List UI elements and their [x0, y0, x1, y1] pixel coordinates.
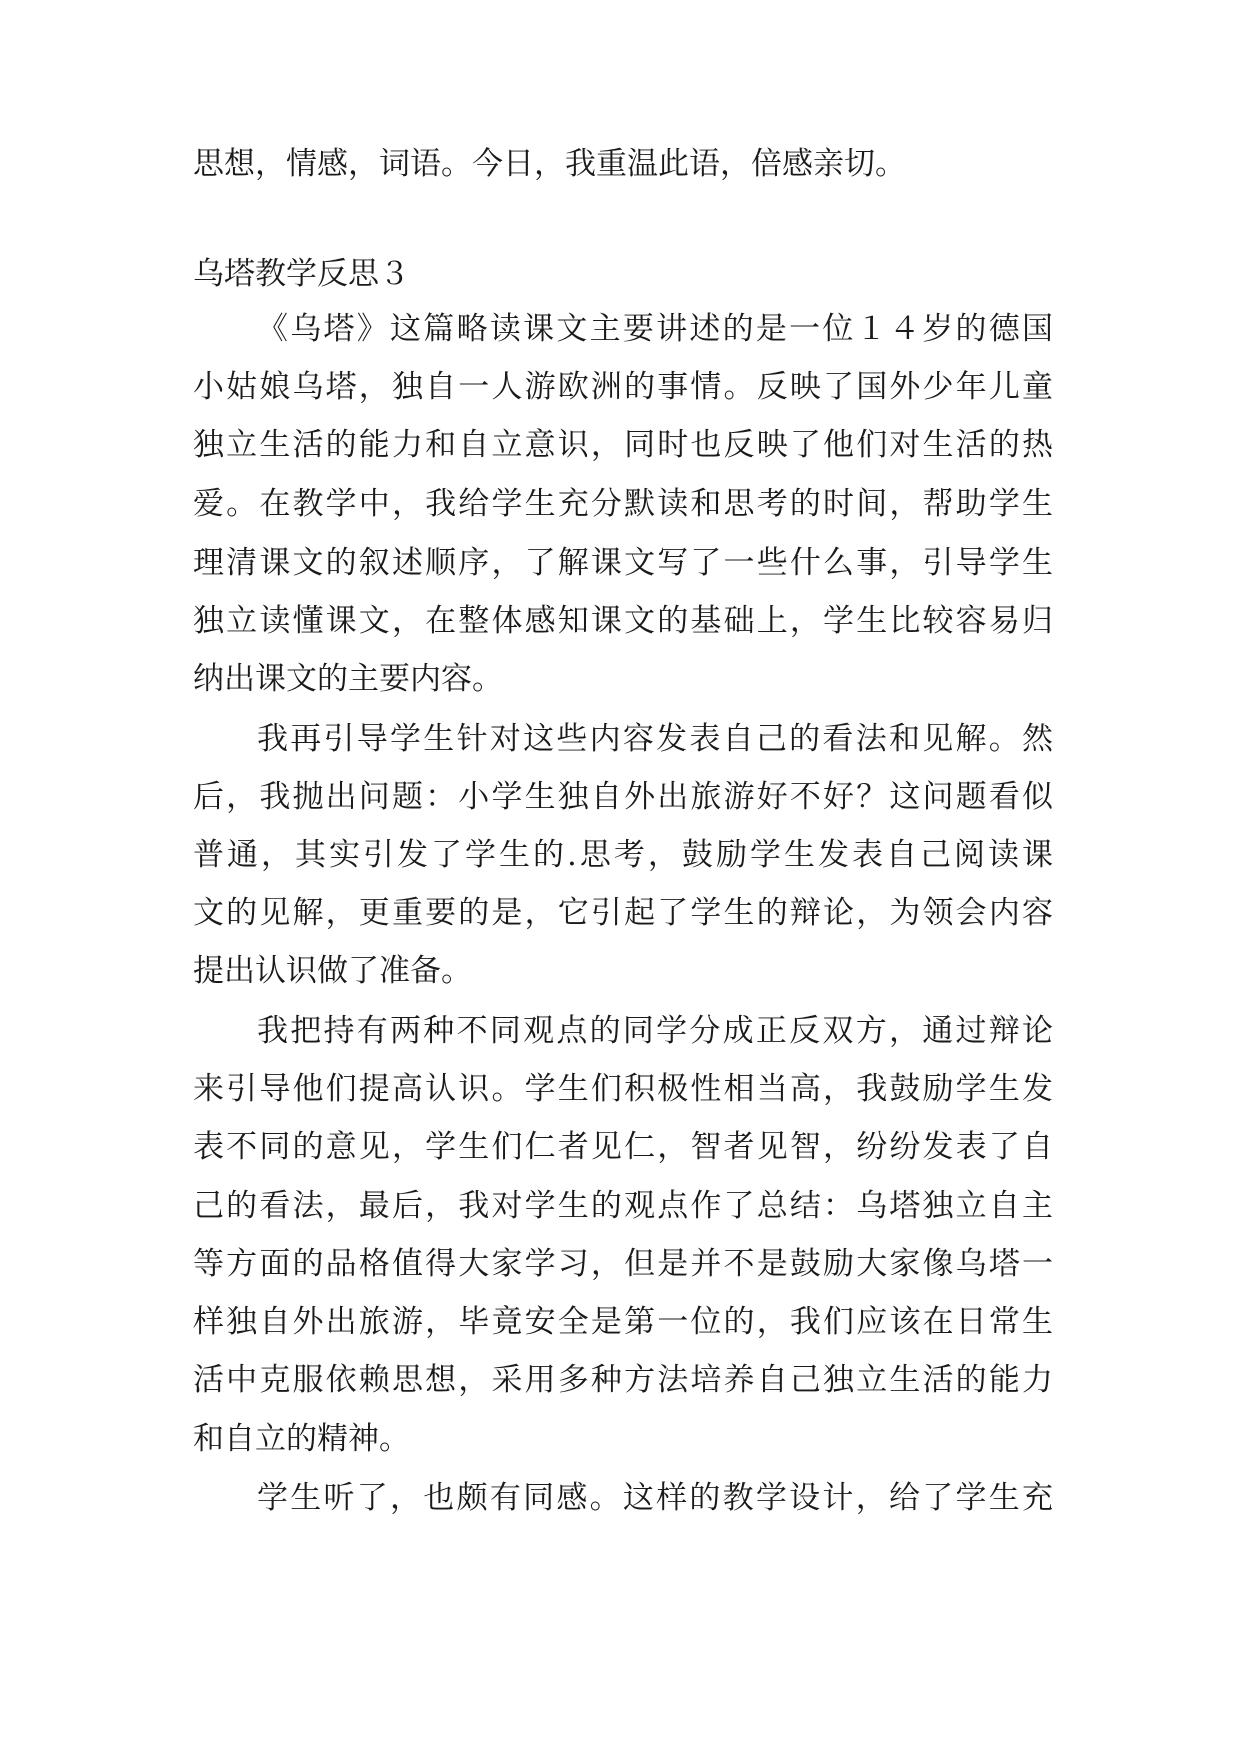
- text-line: 样独自外出旅游，毕竟安全是第一位的，我们应该在日常生: [193, 1304, 1053, 1340]
- text-line: 思想，情感，词语。今日，我重温此语，倍感亲切。: [193, 146, 906, 182]
- text-line: 纳出课文的主要内容。: [193, 661, 503, 697]
- text-line: 爱。在教学中，我给学生充分默读和思考的时间，帮助学生: [193, 486, 1053, 522]
- text-line: 独立生活的能力和自立意识，同时也反映了他们对生活的热: [193, 427, 1053, 463]
- text-line: 和自立的精神。: [193, 1421, 410, 1457]
- text-line: 《乌塔》这篇略读课文主要讲述的是一位１４岁的德国: [257, 311, 1053, 347]
- text-line: 我把持有两种不同观点的同学分成正反双方，通过辩论: [257, 1013, 1053, 1049]
- text-line: 理清课文的叙述顺序，了解课文写了一些什么事，引导学生: [193, 545, 1053, 581]
- text-line: 后，我抛出问题：小学生独自外出旅游好不好？这问题看似: [193, 779, 1053, 815]
- text-line: 提出认识做了准备。: [193, 953, 472, 989]
- text-line: 独立读懂课文，在整体感知课文的基础上，学生比较容易归: [193, 603, 1053, 639]
- text-line: 等方面的品格值得大家学习，但是并不是鼓励大家像乌塔一: [193, 1246, 1053, 1282]
- text-line: 普通，其实引发了学生的.思考，鼓励学生发表自己阅读课: [193, 837, 1053, 873]
- section-title: 乌塔教学反思３: [193, 256, 410, 292]
- text-line: 表不同的意见，学生们仁者见仁，智者见智，纷纷发表了自: [193, 1129, 1053, 1165]
- text-line: 活中克服依赖思想，采用多种方法培养自己独立生活的能力: [193, 1362, 1053, 1398]
- text-line: 来引导他们提高认识。学生们积极性相当高，我鼓励学生发: [193, 1071, 1053, 1107]
- text-line: 己的看法，最后，我对学生的观点作了总结：乌塔独立自主: [193, 1188, 1053, 1224]
- text-line: 文的见解，更重要的是，它引起了学生的辩论，为领会内容: [193, 895, 1053, 931]
- text-line: 我再引导学生针对这些内容发表自己的看法和见解。然: [257, 721, 1053, 757]
- text-line: 小姑娘乌塔，独自一人游欧洲的事情。反映了国外少年儿童: [193, 369, 1053, 405]
- text-line: 学生听了，也颇有同感。这样的教学设计，给了学生充: [257, 1480, 1053, 1516]
